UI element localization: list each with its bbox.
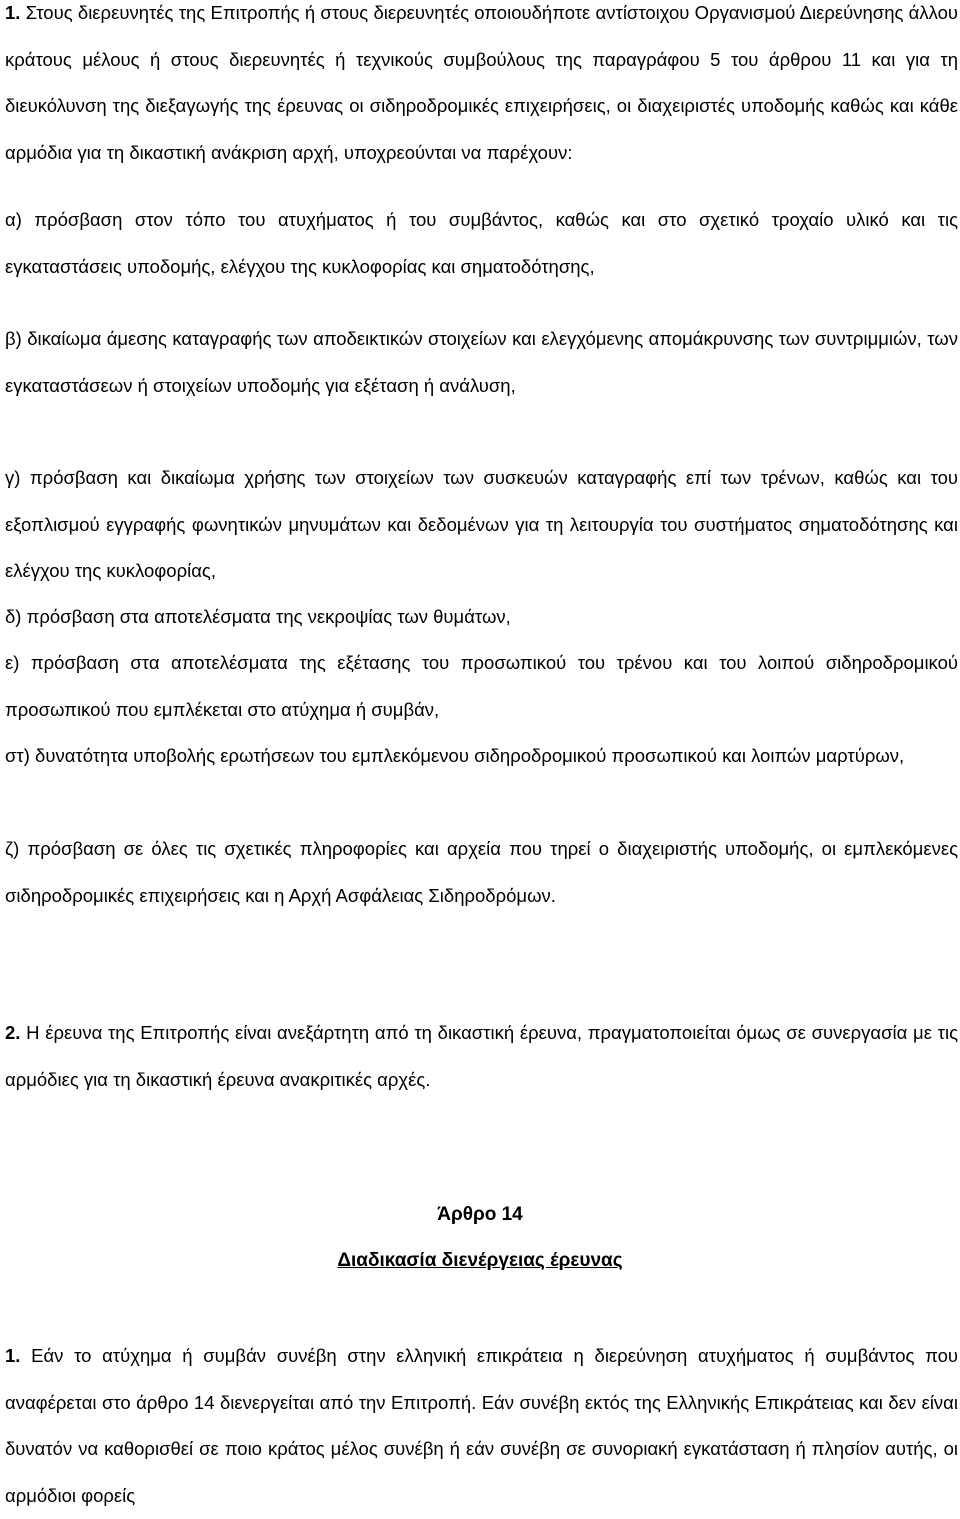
paragraph-text: Εάν το ατύχημα ή συμβάν συνέβη στην ελληνική επικράτεια η διερεύνηση ατυχήματος ή συμβάντος που αναφέρεται στο άρθρο 14 διενεργείται από την Επιτροπή. Εάν συνέβη εκτός της Ελληνικής Επικράτειας και δεν είναι δυνατόν να καθορισθεί σε ποιο κράτος μέλος συνέβη ή εάν συνέβη σε συνοριακή εγκατάσταση ή πλησίον αυτής, οι αρμόδιοι φορείς: [5, 1345, 958, 1506]
list-item-e: ε) πρόσβαση στα αποτελέσματα της εξέτασης του προσωπικού του τρένου και του λοιπού σιδηροδρομικού προσωπικού που εμπλέκεται στο ατύχημα ή συμβάν,: [5, 652, 958, 720]
paragraph-number: 2.: [5, 1022, 21, 1043]
paragraph-2: [5, 1010, 958, 1103]
list-item-z: ζ) πρόσβαση σε όλες τις σχετικές πληροφορίες και αρχεία που τηρεί ο διαχειριστής υποδομής, οι εμπλεκόμενες σιδηροδρομικές επιχειρήσεις και η Αρχή Ασφάλειας Σιδηροδρόμων.: [5, 838, 958, 906]
article-14-paragraph-1: [5, 1333, 958, 1519]
paragraph-1: [5, 0, 958, 176]
paragraph-number: 1.: [5, 2, 21, 23]
list-item-b: β) δικαίωμα άμεσης καταγραφής των αποδεικτικών στοιχείων και ελεγχόμενης απομάκρυνσης των συντριμμιών, των εγκαταστάσεων ή στοιχείων υποδομής για εξέταση ή ανάλυση,: [5, 328, 958, 396]
list-item-st: στ) δυνατότητα υποβολής ερωτήσεων του εμπλεκόμενου σιδηροδρομικού προσωπικού και λοιπών μαρτύρων,: [5, 745, 905, 766]
paragraph-text: Η έρευνα της Επιτροπής είναι ανεξάρτητη από τη δικαστική έρευνα, πραγματοποιείται όμως σε συνεργασία με τις αρμόδιες για τη δικαστική έρευνα ανακριτικές αρχές.: [5, 1022, 958, 1090]
article-subtitle: Διαδικασία διενέργειας έρευνας: [337, 1250, 623, 1271]
paragraph-number: 1.: [5, 1345, 21, 1366]
article-title: Άρθρο 14: [437, 1204, 523, 1225]
paragraph-text: Στους διερευνητές της Επιτροπής ή στους διερευνητές οποιουδήποτε αντίστοιχου Οργανισμού Διερεύνησης άλλου κράτους μέλους ή στους διερευνητές ή τεχνικούς συμβούλους της παραγράφου 5 του άρθρου 11 και για τη διευκόλυνση της διεξαγωγής της έρευνας οι σιδηροδρομικές επιχειρήσεις, οι διαχειριστές υποδομής καθώς και κάθε αρμόδια για τη δικαστική ανάκριση αρχή, υποχρεούνται να παρέχουν:: [5, 2, 958, 163]
list-item-d: δ) πρόσβαση στα αποτελέσματα της νεκροψίας των θυμάτων,: [5, 606, 511, 627]
list-item-a: α) πρόσβαση στον τόπο του ατυχήματος ή του συμβάντος, καθώς και στο σχετικό τροχαίο υλικό και τις εγκαταστάσεις υποδομής, ελέγχου της κυκλοφορίας και σηματοδότησης,: [5, 209, 958, 277]
list-item-c: γ) πρόσβαση και δικαίωμα χρήσης των στοιχείων των συσκευών καταγραφής επί των τρένων, καθώς και του εξοπλισμού εγγραφής φωνητικών μηνυμάτων και δεδομένων για τη λειτουργία του συστήματος σηματοδότησης και ελέγχου της κυκλοφορίας,: [5, 467, 958, 581]
